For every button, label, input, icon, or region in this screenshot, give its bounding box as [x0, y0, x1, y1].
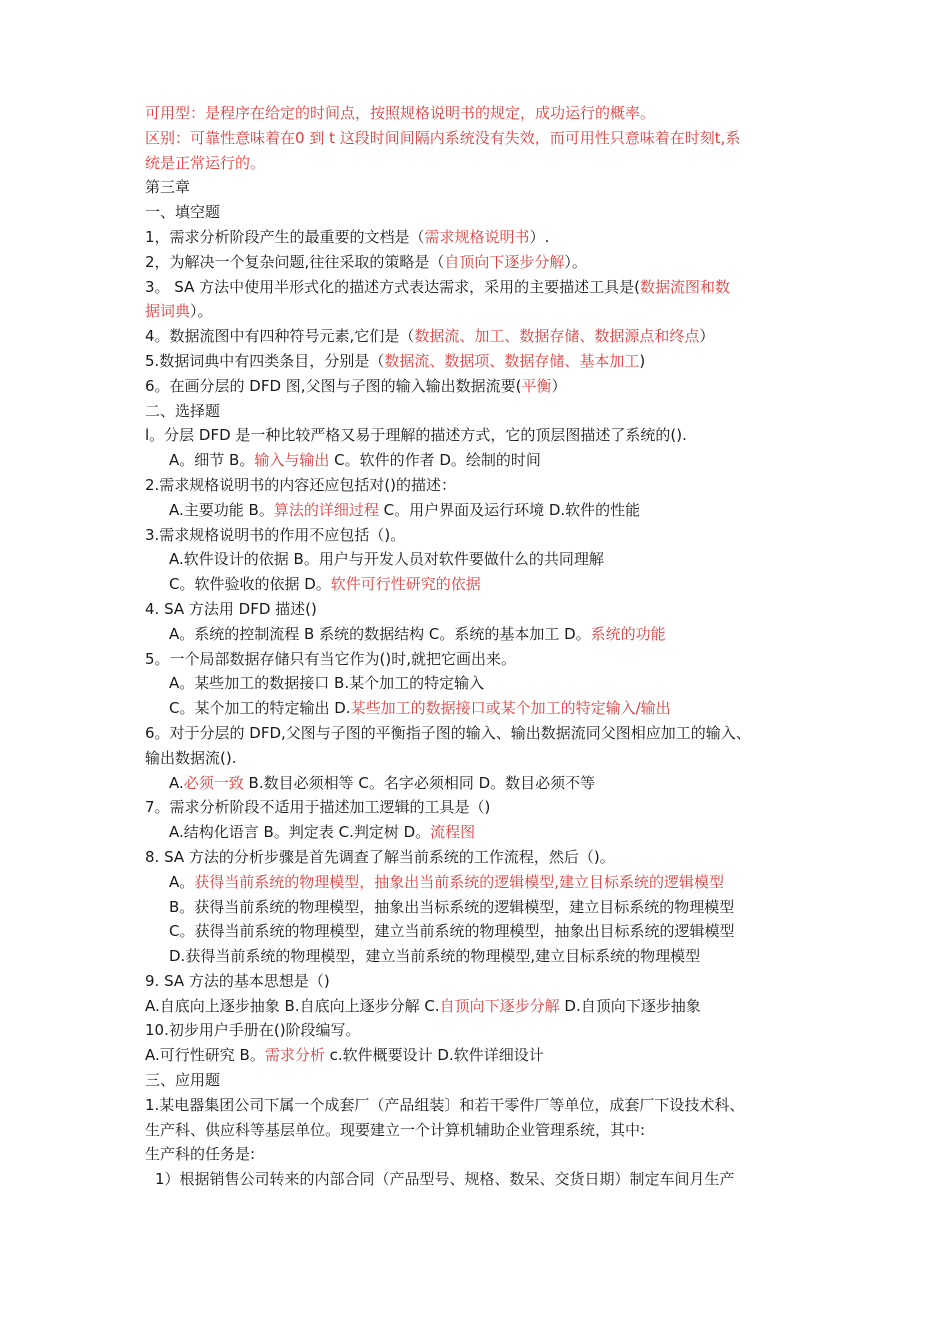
- choice-q8-option-c: C。获得当前系统的物理模型，建立当前系统的物理模型，抽象出目标系统的逻辑模型: [169, 922, 735, 941]
- choice-q5-answer: 某些加工的数据接口或某个加工的特定输入/输出: [350, 699, 671, 718]
- choice-q2-stem: 2.需求规格说明书的内容还应包括对()的描述：: [145, 475, 457, 494]
- choice-q7-answer: 流程图: [430, 823, 476, 842]
- fill-q1: 1，需求分析阶段产生的最重要的文档是（需求规格说明书）.: [145, 227, 550, 246]
- choice-q3-answer: 软件可行性研究的依据: [330, 575, 481, 594]
- fill-q5: 5.数据词典中有四类条目，分别是（数据流、数据项、数据存储、基本加工): [145, 351, 646, 370]
- choice-q10-options: A.可行性研究 B。需求分析 c.软件概要设计 D.软件详细设计: [145, 1046, 544, 1065]
- choice-q10-stem: 10.初步用户手册在()阶段编写。: [145, 1021, 361, 1040]
- choice-heading: 二、选择题: [145, 401, 221, 420]
- choice-q2-answer: 算法的详细过程: [273, 500, 379, 519]
- choice-q5-options-ab: A。某些加工的数据接口 B.某个加工的特定输入: [169, 674, 485, 693]
- choice-q4-answer: 系统的功能: [590, 624, 666, 643]
- fill-q3-answer-part2: 据词典: [145, 302, 191, 321]
- fill-q1-answer: 需求规格说明书: [424, 227, 530, 246]
- choice-q6-stem-1: 6。对于分层的 DFD,父图与子图的平衡指子图的输入、输出数据流同父图相应加工的输入、: [145, 723, 751, 742]
- fill-q4: 4。数据流图中有四种符号元素,它们是（数据流、加工、数据存储、数据源点和终点）: [145, 327, 715, 346]
- choice-q9-answer: 自顶向下逐步分解: [439, 996, 560, 1015]
- choice-q8-stem: 8. SA 方法的分析步骤是首先调查了解当前系统的工作流程，然后（)。: [145, 847, 615, 866]
- fill-q2: 2，为解决一个复杂问题,往往采取的策略是（自顶向下逐步分解）。: [145, 252, 587, 271]
- choice-q9-stem: 9. SA 方法的基本思想是（): [145, 971, 330, 990]
- choice-q4-stem: 4. SA 方法用 DFD 描述(): [145, 599, 317, 618]
- choice-q5-stem: 5。一个局部数据存储只有当它作为()时,就把它画出来。: [145, 649, 517, 668]
- availability-definition: 可用型：是程序在给定的时间点，按照规格说明书的规定，成功运行的概率。: [145, 104, 656, 122]
- choice-q8-option-b: B。获得当前系统的物理模型，抽象出当标系统的逻辑模型，建立目标系统的物理模型: [169, 897, 735, 916]
- fill-q3: 3。 SA 方法中使用半形式化的描述方式表达需求，采用的主要描述工具是(数据流图和数: [145, 277, 731, 296]
- choice-q10-answer: 需求分析: [264, 1046, 325, 1065]
- apply-paragraph-2: 生产科、供应科等基层单位。现要建立一个计算机辅助企业管理系统，其中:: [145, 1120, 646, 1139]
- choice-q6-stem-2: 输出数据流().: [145, 748, 237, 767]
- apply-paragraph-3: 生产科的任务是:: [145, 1145, 256, 1164]
- difference-line-1: 区别：可靠性意味着在0 到 t 这段时间间隔内系统没有失效，而可用性只意味着在时刻t,系: [145, 128, 741, 147]
- fill-q3-cont: 据词典）。: [145, 302, 213, 321]
- choice-q7-stem: 7。需求分析阶段不适用于描述加工逻辑的工具是（): [145, 798, 491, 817]
- apply-paragraph-1: 1.某电器集团公司下属一个成套厂（产品组装〕和若干零件厂等单位，成套厂下设技术科、: [145, 1095, 745, 1114]
- fill-q6-answer: 平衡: [521, 376, 552, 395]
- fill-q4-answer: 数据流、加工、数据存储、数据源点和终点: [414, 327, 700, 346]
- choice-q2-options: A.主要功能 B。算法的详细过程 C。用户界面及运行环境 D.软件的性能: [169, 500, 641, 519]
- choice-q6-options: A.必须一致 B.数目必须相等 C。名字必须相同 D。数目必须不等: [169, 773, 596, 792]
- difference-line-2: 统是正常运行的。: [145, 153, 266, 172]
- choice-q8-answer: 获得当前系统的物理模型，抽象出当前系统的逻辑模型,建立目标系统的逻辑模型: [194, 872, 725, 891]
- choice-q4-options: A。系统的控制流程 B 系统的数据结构 C。系统的基本加工 D。系统的功能: [169, 624, 666, 643]
- choice-q1-stem: l。分层 DFD 是一种比较严格又易于理解的描述方式，它的顶层图描述了系统的().: [145, 426, 687, 445]
- chapter-title: 第三章: [145, 178, 191, 197]
- fill-q6: 6。在画分层的 DFD 图,父图与子图的输入输出数据流要(平衡）: [145, 376, 567, 395]
- choice-q1-answer: 输入与输出: [254, 451, 330, 470]
- fill-q3-answer-part1: 数据流图和数: [640, 277, 731, 296]
- choice-q5-options-cd: C。某个加工的特定输出 D.某些加工的数据接口或某个加工的特定输入/输出: [169, 699, 671, 718]
- choice-q3-stem: 3.需求规格说明书的作用不应包括（)。: [145, 525, 406, 544]
- choice-q3-options-cd: C。软件验收的依据 D。软件可行性研究的依据: [169, 575, 481, 594]
- fill-q2-answer: 自顶向下逐步分解: [444, 252, 565, 271]
- apply-heading: 三、应用题: [145, 1071, 221, 1090]
- choice-q1-options: A。细节 B。输入与输出 C。软件的作者 D。绘制的时间: [169, 451, 541, 470]
- fill-heading: 一、填空题: [145, 203, 221, 222]
- choice-q9-options: A.自底向上逐步抽象 B.自底向上逐步分解 C.自顶向下逐步分解 D.自顶向下逐步抽象: [145, 996, 701, 1015]
- choice-q3-options-ab: A.软件设计的依据 B。用户与开发人员对软件要做什么的共同理解: [169, 550, 604, 569]
- document-page: [145, 101, 825, 1192]
- apply-paragraph-4: 1）根据销售公司转来的内部合同（产品型号、规格、数呆、交货日期）制定车间月生产: [155, 1170, 735, 1189]
- choice-q8-option-a: A。获得当前系统的物理模型，抽象出当前系统的逻辑模型,建立目标系统的逻辑模型: [169, 872, 725, 891]
- choice-q7-options: A.结构化语言 B。判定表 C.判定树 D。流程图: [169, 823, 476, 842]
- choice-q8-option-d: D.获得当前系统的物理模型，建立当前系统的物理模型,建立目标系统的物理模型: [169, 947, 701, 966]
- choice-q6-answer: 必须一致: [183, 773, 244, 792]
- fill-q5-answer: 数据流、数据项、数据存储、基本加工: [384, 351, 640, 370]
